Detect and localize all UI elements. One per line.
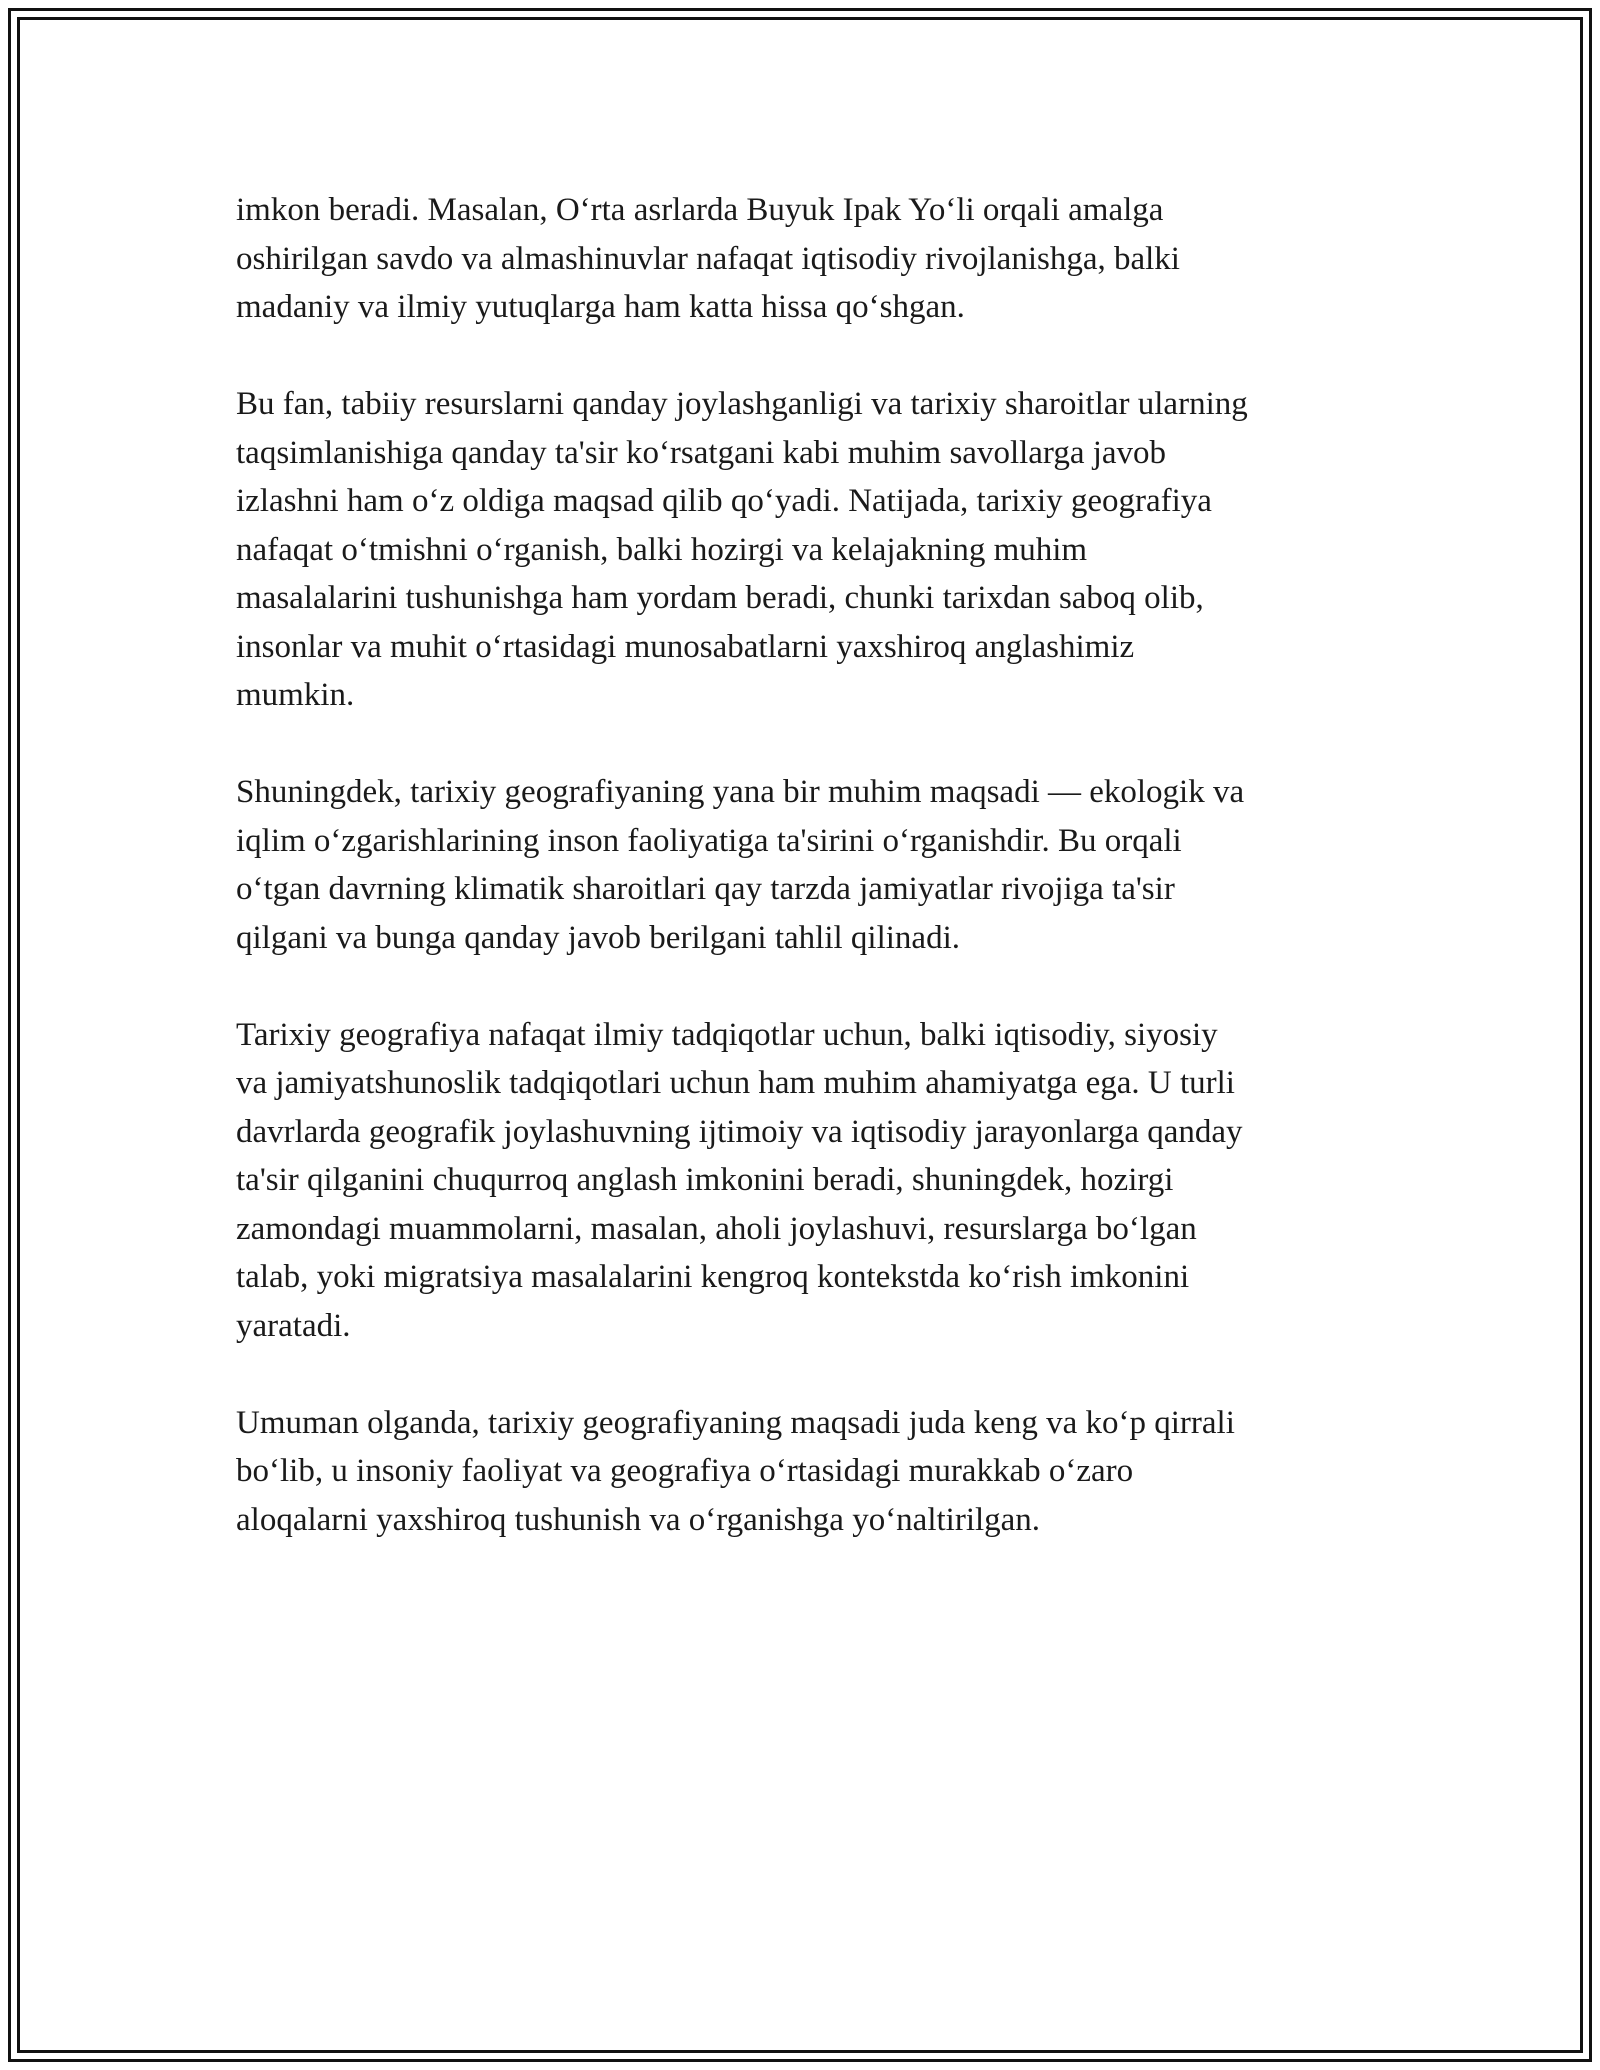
text-line: imkon beradi. Masalan, Oʻrta asrlarda Buyuk Ipak Yoʻli orqali amalga bbox=[236, 192, 1164, 228]
text-line: ta'sir qilganini chuqurroq anglash imkonini beradi, shuningdek, hozirgi bbox=[236, 1162, 1174, 1198]
text-line: insonlar va muhit oʻrtasidagi munosabatlarni yaxshiroq anglashimiz bbox=[236, 628, 1135, 665]
text-line: iqlim oʻzgarishlarining inson faoliyatiga ta'sirini oʻrganishdir. Bu orqali bbox=[236, 822, 1182, 859]
paragraph-4 bbox=[236, 1011, 1376, 1351]
text-line: talab, yoki migratsiya masalalarini kengroq kontekstda koʻrish imkonini bbox=[236, 1259, 1190, 1295]
text-line: oʻtgan davrning klimatik sharoitlari qay tarzda jamiyatlar rivojiga ta'sir bbox=[236, 871, 1175, 907]
text-line: oshirilgan savdo va almashinuvlar nafaqat iqtisodiy rivojlanishga, balki bbox=[236, 240, 1180, 277]
text-line: davrlarda geografik joylashuvning ijtimoiy va iqtisodiy jarayonlarga qanday bbox=[236, 1113, 1243, 1150]
text-line: boʻlib, u insoniy faoliyat va geografiya oʻrtasidagi murakkab oʻzaro bbox=[236, 1453, 1134, 1489]
text-line: nafaqat oʻtmishni oʻrganish, balki hozirgi va kelajakning muhim bbox=[236, 531, 1088, 568]
text-line: yaratadi. bbox=[236, 1307, 351, 1344]
text-line: Tarixiy geografiya nafaqat ilmiy tadqiqotlar uchun, balki iqtisodiy, siyosiy bbox=[236, 1016, 1218, 1053]
text-line: madaniy va ilmiy yutuqlarga ham katta hissa qoʻshgan. bbox=[236, 289, 965, 325]
paragraph-1 bbox=[236, 186, 1376, 332]
text-line: Bu fan, tabiiy resurslarni qanday joylashganligi va tarixiy sharoitlar ularning bbox=[236, 386, 1248, 422]
paragraph-3 bbox=[236, 768, 1376, 962]
text-line: va jamiyatshunoslik tadqiqotlari uchun ham muhim ahamiyatga ega. U turli bbox=[236, 1065, 1235, 1101]
text-line: taqsimlanishiga qanday ta'sir koʻrsatgani kabi muhim savollarga javob bbox=[236, 434, 1167, 471]
text-line: aloqalarni yaxshiroq tushunish va oʻrganishga yoʻnaltirilgan. bbox=[236, 1501, 1041, 1538]
text-line: zamondagi muammolarni, masalan, aholi joylashuvi, resurslarga boʻlgan bbox=[236, 1210, 1197, 1247]
text-line: izlashni ham oʻz oldiga maqsad qilib qoʻyadi. Natijada, tarixiy geografiya bbox=[236, 483, 1212, 519]
text-line: qilgani va bunga qanday javob berilgani tahlil qilinadi. bbox=[236, 919, 960, 956]
document-body bbox=[236, 186, 1376, 1593]
text-line: Umuman olganda, tarixiy geografiyaning maqsadi juda keng va koʻp qirrali bbox=[236, 1404, 1235, 1441]
text-line: masalalarini tushunishga ham yordam beradi, chunki tarixdan saboq olib, bbox=[236, 580, 1204, 616]
paragraph-2 bbox=[236, 380, 1376, 720]
text-line: mumkin. bbox=[236, 677, 355, 713]
text-line: Shuningdek, tarixiy geografiyaning yana bir muhim maqsadi — ekologik va bbox=[236, 774, 1245, 810]
paragraph-5 bbox=[236, 1399, 1376, 1545]
